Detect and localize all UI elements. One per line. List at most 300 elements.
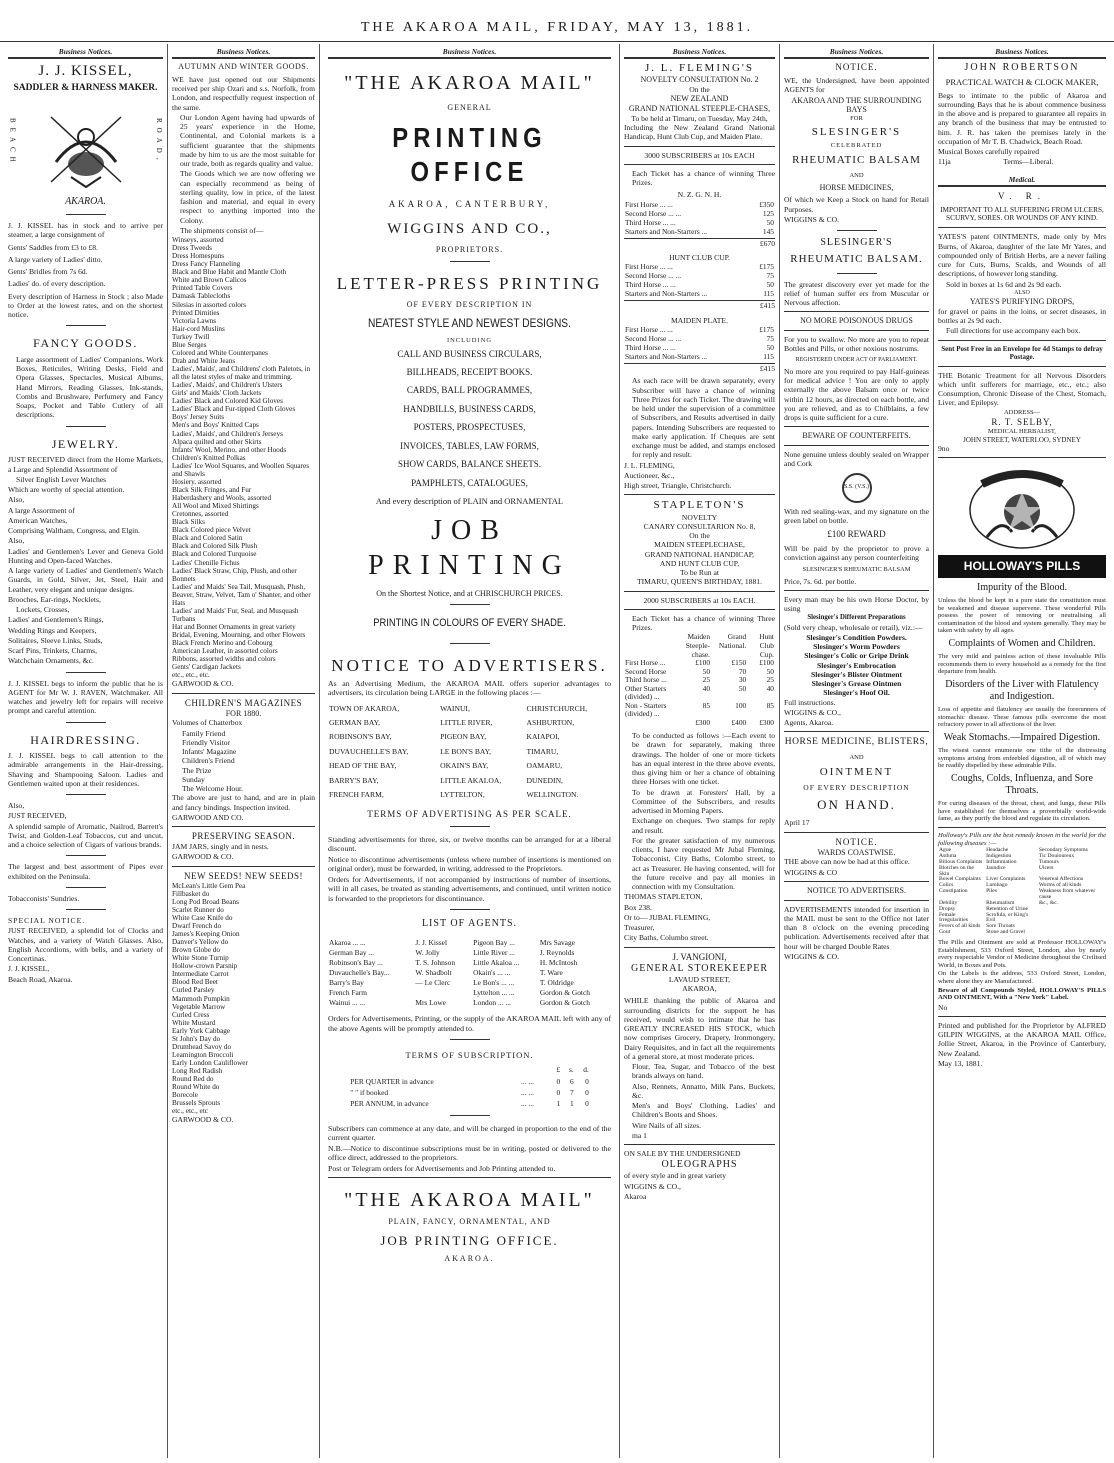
places-row (328, 716, 611, 730)
table-cell: French Farm (329, 988, 367, 998)
seed-item: Leamington Broccoli (172, 1050, 234, 1059)
goods-item: Black Silks (172, 518, 205, 527)
seed-item: Vegetable Marrow (172, 1002, 226, 1011)
column-4 (620, 44, 780, 1458)
table-cell: Hunt Club Cup. (759, 632, 774, 659)
table-cell: WAINUI, (440, 703, 470, 713)
best-remedy: Holloway's Pills are the best remedy known in the world for the following diseases :— (938, 832, 1106, 847)
jewelry-p13: Ladies' and Gentlemen's Rings, (8, 615, 104, 625)
table-cell: J. Reynolds (539, 948, 575, 958)
musical-boxes: Musical Boxes carefully repaired (938, 147, 1039, 157)
table-cell (414, 988, 472, 998)
table-cell: PER QUARTER in advance (350, 1076, 434, 1086)
table-cell: FRENCH FARM, (329, 790, 384, 800)
goods-item: Ladies' Black Straw, Chip, Plush, and other Bonnets (172, 566, 297, 583)
table-cell: Pigeon Bay ... (473, 938, 515, 948)
standing-ads: Standing advertisements for three, six, or twelve months can be arranged for at a liberal discount. (328, 834, 611, 854)
prize-row (624, 334, 775, 343)
kissel-sig: J. J. KISSEL, (8, 964, 50, 974)
prize-row (624, 271, 775, 280)
hunt-club-heading: HUNT CLUB CUP. (669, 253, 730, 263)
disease-row (938, 930, 1106, 936)
table-cell: — Le Clerc (415, 978, 451, 988)
table-cell: OAMARU, (526, 761, 563, 771)
full-instructions: Full instructions. (784, 697, 836, 707)
prize-row (624, 200, 775, 209)
stapleton-on-the: On the (689, 531, 710, 541)
table-cell: First Horse ... (625, 658, 666, 668)
table-cell: LYTTELTON, (440, 790, 485, 800)
subscription-row (349, 1076, 590, 1087)
agents-appointed: WE, the Undersigned, have been appointed AGENTS for (784, 76, 929, 95)
goods-item: Ladies' Black and Colored Kid Gloves (172, 397, 283, 406)
drawing-text: As each race will be drawn separately, every Subscriber will have a chance of winning Three Prizes for each Ticket. The drawing will be held under the supervision of a committee of Subscribers, and Results advertised in daily papers. Intending Subscribers are requested to make early application. If Cheques are sent exchange must be added, and stamps enclosed for reply and result. (632, 376, 775, 460)
column-heading: Business Notices. (328, 44, 611, 59)
table-cell: W. Jolly (415, 948, 440, 958)
prize-row (624, 343, 775, 352)
seed-item: McLean's Little Gem Pea (172, 881, 246, 890)
imprint-date: May 13, 1881. (938, 1058, 983, 1068)
printed-published: Printed and published for the Proprietor by ALFRED GILPIN WIGGINS, at the AKAROA MAIL Office, Jollie Street, Akaroa, in the Province of Canterbury, New Zealand. (938, 1020, 1106, 1058)
rheumatic-balsam: RHEUMATIC BALSAM (792, 154, 921, 167)
table-cell: Second Horse ... ... (625, 271, 682, 281)
table-cell: Starters and Non-Starters ... (625, 289, 708, 299)
goods-item: Bridal, Evening, Mourning, and other Flowers (172, 631, 306, 640)
seed-item: Early York Cabbage (172, 1026, 231, 1035)
table-cell: Ulcers (1038, 864, 1054, 871)
table-cell: ... ... (521, 1098, 534, 1108)
table-cell: Gout (939, 929, 951, 936)
subscription-row (349, 1087, 590, 1098)
seeds-sig: GARWOOD & CO. (172, 1115, 234, 1125)
side-label-left: BEACH (8, 117, 17, 167)
price: Price, 7s. 6d. per bottle. (784, 576, 857, 586)
agent-row (328, 998, 611, 1008)
seed-item: Blood Red Beet (172, 978, 218, 987)
table-cell: Grand National. (718, 632, 747, 650)
stapleton-chance: Each Ticket has a chance of winning Three Prizes. (632, 613, 775, 633)
saddle-illustration (8, 98, 163, 196)
special-notice: SPECIAL NOTICE. (8, 916, 86, 926)
goods-item: Children's Knitted Polkas (172, 453, 246, 462)
goods-item: Black and Colored Turquoise (172, 550, 257, 559)
preserving-season: PRESERVING SEASON. (191, 831, 296, 842)
goods-item: Men's and Boys' Knitted Caps (172, 421, 259, 430)
agent-row (328, 978, 611, 988)
table-cell: Constipation (939, 888, 968, 895)
stapleton-sig: THOMAS STAPLETON, (624, 892, 703, 902)
seed-item: Intermediate Carrot (172, 970, 229, 979)
agents-table (328, 938, 611, 1008)
preparation-item: Slesinger's Condition Powders. (806, 632, 907, 642)
subscribers-3000: 3000 SUBSCRIBERS at 10s EACH (644, 150, 755, 160)
goods-item: Ladies' Ice Wool Squares, and Woollen Squares and Shawls (172, 461, 309, 478)
table-cell: Little River ... (473, 948, 515, 958)
advertisements-intended: ADVERTISEMENTS intended for insertion in the MAIL must be sent to the Office not later than 8 o'clock on the evening preceding publication. Advertisements received after that hour will be charged Double Rates (784, 904, 929, 951)
impurity-heading: Impurity of the Blood. (977, 581, 1067, 593)
table-cell: 0 (585, 1087, 589, 1097)
disease-row (938, 889, 1106, 901)
table-cell: £150 (731, 658, 747, 668)
places-row (328, 730, 611, 744)
table-cell: Gordon & Gotch (539, 988, 590, 998)
seed-item: White Stone Turnip (172, 954, 229, 963)
subscribers-2000: 2000 SUBSCRIBERS at 10s EACH. (643, 595, 756, 605)
notice-to-advertisers-2: NOTICE TO ADVERTISERS. (806, 885, 906, 895)
neatest-style: NEATEST STYLE AND NEWEST DESIGNS. (368, 315, 571, 330)
new-zealand: NEW ZEALAND (670, 94, 729, 104)
table-cell: £ (556, 1065, 561, 1075)
telegram-orders: Post or Telegram orders for Advertisements and Job Printing attended to. (328, 1163, 556, 1173)
table-cell: LITTLE RIVER, (440, 718, 493, 728)
wiggins-sig-3: WIGGINS & CO (784, 867, 838, 877)
medical-herbalist: MEDICAL HERBALIST, (988, 427, 1056, 435)
of-every-description: OF EVERY DESCRIPTION IN (406, 300, 533, 310)
goods-item: Ladies' Black and Fur-tipped Cloth Gloves (172, 405, 296, 414)
goods-item: Black Silk Fringes, and Fur (172, 485, 252, 494)
notice-2: NOTICE. (835, 836, 878, 847)
hunt-club-cup: AND HUNT CLUB CUP, (659, 558, 740, 568)
stapleton-p4: For the greater satisfaction of my numerous clients, I have requested Mr Jubal Fleming, Tobacconist, City Baths, Colombo street, to act as Treasurer. He having consented, will for the future receive and pay all monies in connection with my Consultation. (632, 835, 775, 892)
saddler-heading: SADDLER & HARNESS MAKER. (13, 83, 158, 94)
raven-agent: J. J. KISSEL begs to inform the public that he is AGENT for Mr W. J. RAVEN, Watchmaker. All watches and jewelry left for repairs will receive prompt and careful attention. (8, 678, 163, 716)
complaints-heading: Complaints of Women and Children. (948, 637, 1096, 649)
preparation-item: Slesinger's Grease Ointmen (811, 679, 902, 689)
table-cell: Mrs Lowe (415, 998, 446, 1008)
coughs-heading: Coughs, Colds, Influenza, and Sore Throats. (951, 772, 1093, 797)
table-cell: Dropsy (939, 905, 956, 912)
column-3 (320, 44, 620, 1458)
goods-item: Girls' and Maids' Cloth Jackets (172, 389, 262, 398)
places-row (328, 774, 611, 788)
table-cell: Gordon & Gotch (539, 998, 590, 1008)
table-cell: PIGEON BAY, (440, 732, 487, 742)
important-notice: IMPORTANT TO ALL SUFFERING FROM ULCERS, SCURVY, SORES. OR WOUNDS OF ANY KIND. (940, 204, 1104, 223)
prize-row (624, 262, 775, 271)
column-heading: Business Notices. (624, 44, 775, 59)
agent-row (328, 968, 611, 978)
table-cell: First Horse ... ... (625, 199, 673, 209)
above-can-be-had: THE above can now be had at this office. (784, 857, 910, 867)
jubal-fleming: Or to— JUBAL FLEMING, (624, 912, 711, 922)
seed-item: Brussels Sprouts (172, 1099, 221, 1108)
holloway-labels: On the Labels is the address, 533 Oxford Street, London, where alone they are Manufactured. (938, 970, 1106, 985)
seed-item: Curled Cress (172, 1010, 210, 1019)
preparation-item: Slesinger's Worm Powders (813, 642, 900, 652)
goods-item: American Leather, in assorted colors (172, 647, 278, 656)
stapleton-box: Box 238. (624, 902, 652, 912)
oleographs-sig: WIGGINS & CO., (624, 1181, 681, 1191)
slesingers-heading-2: SLESINGER'S (820, 237, 893, 249)
magazine-item: Children's Friend (182, 756, 235, 766)
goods-item: Colored and White Counterpanes (172, 348, 268, 357)
grand-national: GRAND NATIONAL STEEPLE-CHASES, (628, 104, 771, 114)
table-cell: 50 (702, 666, 711, 676)
fancy-goods-heading: FANCY GOODS. (33, 336, 138, 351)
goods-item: Ladies', Maids', and Children's Jerseys (172, 429, 283, 438)
watch-clock-maker: PRACTICAL WATCH & CLOCK MAKER, (945, 77, 1099, 88)
for-1880: FOR 1880. (225, 708, 262, 718)
maiden-steeplechase: MAIDEN STEEPLECHASE, (654, 540, 745, 550)
terms-of-advertising: TERMS OF ADVERTISING AS PER SCALE. (367, 808, 572, 819)
table-cell: 85 (766, 700, 774, 710)
nzgnh-heading: N. Z. G. N. H. (677, 190, 722, 200)
proprietor-conviction: Will be paid by the proprietor to prove a conviction against any person counterfeiting (784, 544, 929, 563)
table-cell: Third Horse ... ... (625, 343, 676, 352)
fleming-sig: J. L. FLEMING, (624, 460, 675, 470)
goods-item: Turkey Twill (172, 332, 210, 341)
agent-row (328, 938, 611, 948)
emblem-text: FRIEND OF ALL (991, 485, 1053, 493)
maiden-total: £415 (624, 363, 775, 373)
stapleton-header (624, 633, 775, 659)
goods-item: Alpaca quilted and other Skirts (172, 437, 262, 446)
of-every-description-2: OF EVERY DESCRIPTION (803, 783, 910, 793)
table-cell: 50 (766, 280, 774, 290)
table-cell: DUNEDIN, (526, 775, 563, 785)
table-cell: BARRY'S BAY, (329, 775, 379, 785)
selby-name: R. T. SELBY, (991, 416, 1053, 427)
seed-item: Mammoth Pumpkin (172, 994, 230, 1003)
agent-row (328, 948, 611, 958)
subscription-nb: N.B.—Notice to discontinue subscriptions must be in writing, posted or delivered to the office direct, addressed to the proprietors. (328, 1143, 611, 1163)
goods-item: Ladies', Maids', and Children's Ulsters (172, 381, 283, 390)
table-cell (624, 719, 670, 728)
ladies-ditto: A large variety of Ladies' ditto. (8, 254, 103, 264)
selby-ref: 9no (938, 444, 950, 454)
column-5 (780, 44, 934, 1458)
table-cell (349, 1064, 520, 1075)
jewelry-heading: JEWELRY. (51, 436, 120, 451)
table-cell: £100 (759, 658, 774, 668)
magazine-item: Family Friend (182, 728, 226, 738)
stapleton-p1: To be conducted as follows :—Each event to be drawn for separately, making three drawings. The holder of one or more tickets has an equal interest in the three above events, thus giving him or her a chance of obtaining three Horses with one ticket. (632, 731, 775, 787)
seed-item: Round Red do (172, 1075, 214, 1084)
goods-item: Victoria Lawns (172, 316, 217, 325)
holloway-establishment: The Pills and Ointment are sold at Professor HOLLOWAY's Establishment, 533 Oxford Street, London, also by nearly every respectable Vendor of Medicine throughout the Civilised World, in Boxes and Pots. (938, 939, 1106, 969)
goods-item: Ribbons, assorted widths and colors (172, 655, 276, 664)
city-baths: City Baths, Columbo street. (624, 933, 709, 943)
table-cell: 25 (702, 675, 711, 685)
horse-medicine-blisters: HORSE MEDICINE, BLISTERS, (784, 737, 929, 748)
magazine-item: The Welcome Hour. (182, 784, 244, 794)
goods-item: All Wool and Mixed Shirtings (172, 502, 259, 511)
notice-to-advertisers: NOTICE TO ADVERTISERS. (331, 655, 608, 675)
maiden-prizes (624, 325, 775, 361)
table-cell: 115 (763, 289, 774, 299)
subscription-header (349, 1064, 590, 1075)
chance-text: Each Ticket has a chance of winning Three Prizes. (632, 168, 775, 188)
job-printing-office: JOB PRINTING OFFICE. (380, 1232, 559, 1248)
red-sealing-wax: With red sealing-wax, and my signature on the green label on bottle. (784, 506, 929, 525)
stock-on-hand: Of which we Keep a Stock on hand for Retail Purposes. (784, 195, 929, 214)
preparation-item: Slesinger's Hoof Oil. (823, 688, 890, 698)
vangioni-akaroa: AKAROA, (682, 984, 717, 994)
table-cell: Piles (986, 888, 997, 895)
table-cell: 50 (738, 683, 747, 693)
saddles-price: Gents' Saddles from £3 to £8. (8, 242, 98, 252)
goods-item: Hat and Bonnet Ornaments in great variety (172, 623, 296, 632)
prize-row (624, 209, 775, 218)
seal-icon: S.S. (V.S.) (842, 473, 872, 503)
prize-row (624, 280, 775, 289)
agent-row (328, 958, 611, 968)
registered: REGISTERED UNDER ACT OF PARLIAMENT. (795, 356, 918, 363)
harness-icon (41, 102, 131, 192)
table-cell: Second Horse (625, 666, 667, 676)
childrens-magazines: CHILDREN'S MAGAZINES (184, 697, 303, 708)
terms-of-subscription: TERMS OF SUBSCRIPTION. (405, 1050, 534, 1061)
table-cell: Akaroa ... ... (329, 938, 366, 948)
table-cell: OKAIN'S BAY, (440, 761, 489, 771)
orders-ads: Orders for Advertisements, if not accompanied by instructions of number of insertions, will in all cases, be treated as standing advertisements, and continued, until written notice is forwarded to the proprietors for discontinuance. (328, 874, 611, 903)
seed-item: Brown Globe do (172, 946, 220, 955)
table-cell: &c., &c. (1038, 899, 1059, 906)
table-cell: Scrofula, or King's Evil (986, 911, 1029, 924)
novelty-consultation: NOVELTY CONSULTATION No. 2 (640, 75, 759, 85)
vangioni-ref: ma 1 (632, 1130, 647, 1140)
seed-item: Danver's Yellow do (172, 938, 229, 947)
treasurer: Treasurer, (624, 923, 655, 933)
agents-note: Orders for Advertisements, Printing, or the supply of the AKAROA MAIL left with any of the above Agents will be promptly attended to. (328, 1014, 611, 1033)
column-heading: Business Notices. (8, 44, 163, 59)
magazines-text: The above are just to hand, and are in plain and fancy bindings. Inspection invited. (172, 793, 315, 812)
table-cell: Blotches on the Skin (939, 864, 974, 877)
terms-liberal: Terms—Liberal. (1003, 157, 1054, 167)
column-6 (934, 44, 1110, 1458)
masthead: THE AKAROA MAIL, FRIDAY, MAY 13, 1881. (360, 20, 754, 35)
goods-item: Dress Homespuns (172, 252, 225, 261)
table-cell: J. J. Kissel (415, 938, 447, 948)
hairdressing-heading: HAIRDRESSING. (30, 732, 141, 747)
preparation-item: Slesinger's Blister Ointment (811, 669, 902, 679)
kissel-address: Beach Road, Akaroa. (8, 974, 73, 984)
goods-item: Blue Serges (172, 340, 207, 349)
column-heading: Business Notices. (784, 44, 929, 59)
wards-coastwise: WARDS COASTWISE. (817, 847, 896, 857)
table-cell: LE BON'S BAY, (440, 746, 492, 756)
prize-row (624, 227, 775, 236)
printing-item: SHOW CARDS, BALANCE SHEETS. (397, 459, 542, 470)
table-cell: Barry's Bay (329, 978, 364, 988)
jewelry-p10: A large variety of Ladies' and Gentlemen's Watch Guards, in Gold, Silver, Jet, Steel, Hair and Leather, very elegant and unique designs. (8, 566, 163, 594)
table-cell: 0 (556, 1076, 561, 1086)
table-cell: T. Oldridge (539, 978, 574, 988)
table-cell: 75 (766, 271, 774, 281)
table-cell: 70 (738, 666, 747, 676)
printing-item: PAMPHLETS, CATALOGUES, (411, 477, 528, 488)
goods-item: Ladies' and Maids' Fur, Seal, and Musquash Turbans (172, 606, 299, 623)
jewelry-p9: Ladies' and Gentlemen's Lever and Geneva Gold Hunting and Open-faced Watches. (8, 546, 163, 565)
slesingers-heading: SLESINGER'S (811, 125, 902, 138)
goods-item: Ladies' Chenille Fichus (172, 558, 240, 567)
footer-mail-title: "THE AKAROA MAIL" (344, 1189, 595, 1212)
stapleton-p3: Exchange on cheques. Two stamps for reply and result. (632, 816, 775, 835)
goods-item: Dress Fancy Flanneling (172, 260, 241, 269)
stapleton-heading: STAPLETON'S (653, 499, 746, 512)
magazine-list (172, 729, 315, 794)
table-cell: Weakness from whatever cause (1038, 888, 1096, 901)
places-row (328, 788, 611, 802)
fleming-address: High street, Triangle, Christchurch. (624, 481, 732, 491)
goods-item: Ladies' and Maids' Sea Tail, Musquash, Plush, Beaver, Straw, Velvet, Tam o' Shanter, and other Hats (172, 582, 311, 607)
seed-item: Long Pod Broad Beans (172, 897, 239, 906)
printing-in-colours: PRINTING IN COLOURS OF EVERY SHADE. (373, 617, 566, 630)
table-cell: Mrs Savage (539, 938, 575, 948)
goods-item: Winseys, assorted (172, 236, 224, 245)
jewelry-p15: Solitaires, Sleeve Links, Studs, (8, 635, 103, 645)
table-cell: Jaundice (986, 864, 1006, 871)
bridles-price: Gents' Bridles from 7s 6d. (8, 267, 88, 277)
goods-item: Gents' Cardigan Jackets (172, 663, 241, 672)
table-cell: Indigestion (986, 853, 1012, 860)
table-cell: H. McIntosh (539, 958, 578, 968)
table-cell: Third Horse ... ... (625, 280, 676, 290)
kissel-stock: J. J. KISSEL has in stock and to arrive per steamer, a large consignment of (8, 221, 163, 240)
table-cell: ... ... (521, 1087, 534, 1097)
seed-item: White Case Knife do (172, 913, 233, 922)
general-label: GENERAL (447, 103, 492, 113)
table-cell: £400 (731, 717, 747, 727)
table-cell (624, 633, 670, 659)
table-cell: WELLINGTON. (526, 790, 579, 800)
to-be-run: To be Run at (680, 568, 719, 578)
prize-row (624, 218, 775, 227)
table-cell: LITTLE AKALOA, (440, 775, 502, 785)
table-cell: Venereal Affections (1038, 876, 1084, 883)
advertising-intro: As an Advertising Medium, the AKAROA MAIL offers superior advantages to advertisers, its circulation being LARGE in the following places :— (328, 678, 611, 698)
table-cell: 40 (766, 683, 774, 693)
magazines-sig: GARWOOD AND CO. (172, 812, 244, 822)
table-cell: Worms of all kinds (1038, 882, 1082, 889)
table-cell: HEAD OF THE BAY, (329, 761, 397, 771)
slesingers-rheumatic-balsam: SLESINGER'S RHEUMATIC BALSAM (802, 565, 911, 573)
goods-item: Silesias in assorted colors (172, 300, 247, 309)
printing-item: CALL AND BUSINESS CIRCULARS, (397, 348, 542, 359)
job-printing: JOB PRINTING (368, 515, 571, 581)
column-1 (4, 44, 168, 1458)
grand-national-handicap: GRAND NATIONAL HANDICAP, (644, 549, 755, 559)
akaroa-bays: AKAROA AND THE SURROUNDING BAYS (791, 95, 922, 115)
subscribers-note: Subscribers can commence at any date, and will be charged in proportion to the end of the current quarter. (328, 1123, 611, 1143)
table-cell: Tic Douloureux (1038, 853, 1075, 860)
table-cell: £175 (759, 324, 774, 334)
stapleton-novelty: NOVELTY (681, 512, 718, 522)
garwood-sig: GARWOOD & CO. (172, 679, 234, 689)
beware-compounds: Beware of all Compounds Styled, HOLLOWAY'S PILLS AND OINTMENT, With a "New York" Label. (938, 986, 1106, 1002)
goods-item: Cretonnes, assorted (172, 510, 229, 519)
goods-item: Drab and White Jeans (172, 356, 236, 365)
subscription-row (349, 1098, 590, 1109)
table-cell: Maiden Steeple-chase. (685, 632, 711, 659)
vangioni-heading: J. VANGIONI, (672, 951, 727, 962)
table-cell: Sore Throats (986, 923, 1015, 930)
beware-counterfeits: BEWARE OF COUNTERFEITS. (802, 431, 911, 441)
table-cell: Female Irregularities (939, 911, 968, 924)
table-cell: Lyttelton ... ... (473, 988, 515, 998)
goods-item: Boys' Jersey Suits (172, 413, 225, 422)
fleming-heading: J. L. FLEMING'S (645, 62, 754, 75)
magazine-item: Sunday (182, 774, 205, 784)
goods-item: Haberdashery and Wools, assorted (172, 494, 272, 503)
letter-press-printing: LETTER-PRESS PRINTING (336, 273, 603, 293)
stapleton-prizes (624, 633, 775, 727)
table-cell: W. Shadbolt (415, 968, 452, 978)
goods-item: Black Colored piece Velvet (172, 526, 251, 535)
goods-item: Black French Merino and Cobourg (172, 639, 273, 648)
purifying-drops: YATES'S PURIFYING DROPS, (969, 297, 1075, 307)
prize-row (624, 325, 775, 334)
